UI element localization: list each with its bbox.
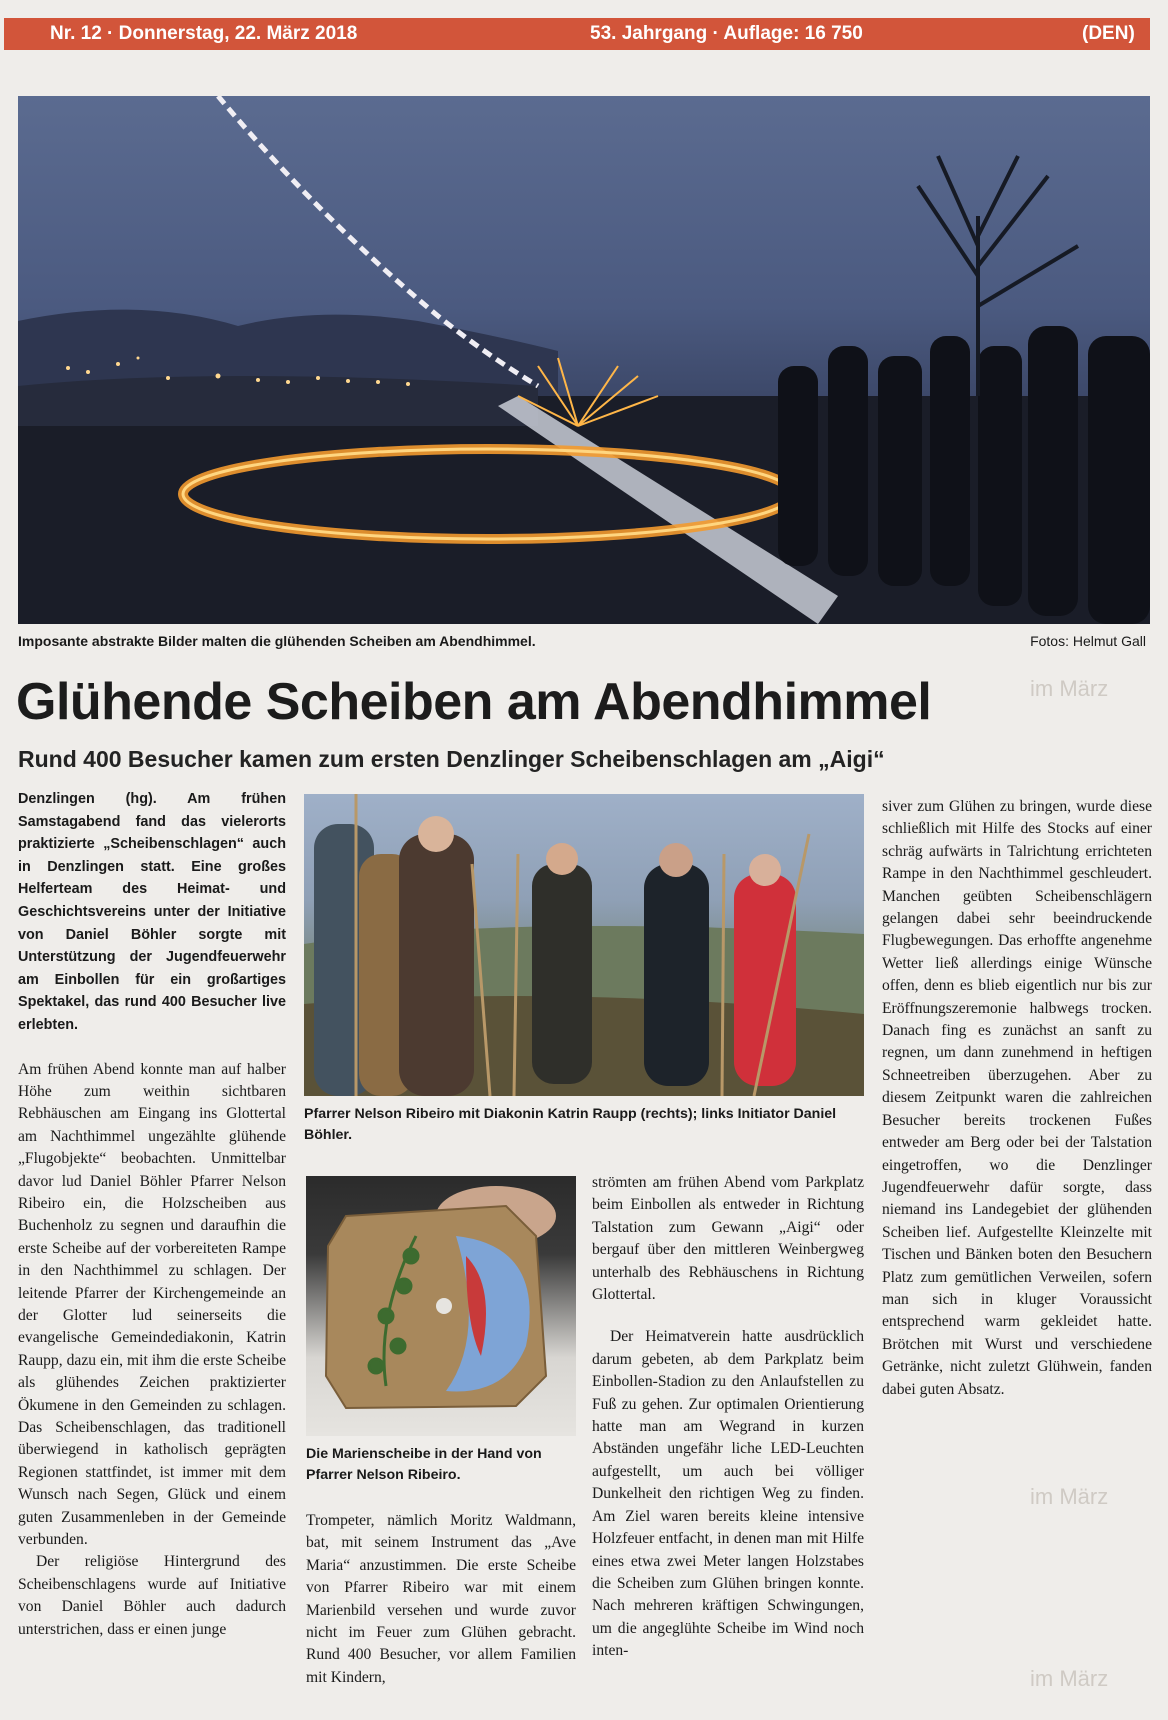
lead-paragraph: Denzlingen (hg). Am frühen Samstagabend fand das vielerorts praktizierte „Scheibenschlagen“ auch in Denzlingen statt. Eine großes Helferteam des Heimat- und Geschichtsvereins unter der Initiative von Daniel Böhler sorgte mit Unterstützung der Jugendfeuerwehr am Einbollen für ein großartiges Spektakel, das rund 400 Besucher live erlebten. xyxy=(18,791,286,1033)
main-photo xyxy=(18,96,1150,624)
bleed-through-text: im März xyxy=(1030,1666,1109,1691)
subheadline: Rund 400 Besucher kamen zum ersten Denzlinger Scheibenschlagen am „Aigi“ xyxy=(18,746,885,772)
body-paragraph: strömten am frühen Abend vom Parkplatz beim Einbollen als entweder in Richtung Talstation zum Gewann „Aigi“ oder bergauf über den mittleren Weinbergweg unterhalb des Rebhäuschens in Richtung Glottertal. xyxy=(592,1174,864,1304)
article-column-4 xyxy=(882,796,1152,1401)
article-column-3 xyxy=(592,1172,864,1663)
headline: Glühende Scheiben am Abendhimmel xyxy=(16,673,932,731)
photo-credit: Fotos: Helmut Gall xyxy=(1030,633,1146,649)
body-paragraph: Der Heimatverein hatte ausdrücklich darum gebeten, ab dem Parkplatz beim Einbollen-Stadion zu den Anlaufstellen zu Fuß zu gehen. Zur optimalen Orientierung hatte man am Wegrand in kurzen Abständen ungefähr liche LED-Leuchten aufgestellt, um auch bei völliger Dunkelheit den richtigen Weg zu finden. Am Ziel waren bereits kleine intensive Holzfeuer entfacht, in denen man mit Hilfe eines etwa zwei Meter langen Holzstabes die Scheiben zum Glühen bringen konnte. Nach mehreren kräftigen Schwingungen, um die angeglühte Scheibe im Wind noch inten- xyxy=(592,1328,864,1660)
bleed-through-text: im März xyxy=(1030,1484,1109,1509)
article-column-1 xyxy=(18,788,286,1641)
disc-photo xyxy=(306,1176,576,1436)
main-photo-caption: Imposante abstrakte Bilder malten die glühenden Scheiben am Abendhimmel. xyxy=(18,633,536,649)
body-paragraph: Am frühen Abend konnte man auf halber Höhe zum weithin sichtbaren Rebhäuschen am Eingang ins Glottertal am Nachthimmel ungezählte glühende „Flugobjekte“ beobachten. Unmittelbar davor lud Daniel Böhler Pfarrer Nelson Ribeiro ein, die Holzscheiben aus Buchenholz zu segnen und daraufhin die erste Scheibe auf der vorbereiteten Rampe in den Nachthimmel zu schlagen. Der leitende Pfarrer der Kirchengemeinde an der Glotter lud seinerseits die evangelische Gemeindediakonin, Katrin Raupp, dazu ein, mit ihm die erste Scheibe als glühendes Zeichen praktizierter Ökumene in den Gemeinden zu schlagen. Das Scheibenschlagen, das traditionell überwiegend in katholisch geprägten Regionen stattfindet, ist immer mit dem Wunsch nach Segen, Glück und einem guten Zusammenleben in der Gemeinde verbunden. xyxy=(18,1060,286,1549)
disc-photo-caption: Die Marienscheibe in der Hand von Pfarrer Nelson Ribeiro. xyxy=(306,1446,542,1483)
volume-info: 53. Jahrgang · Auflage: 16 750 xyxy=(590,23,863,44)
body-paragraph: Trompeter, nämlich Moritz Waldmann, bat, mit seinem Instrument das „Ave Maria“ anzustimmen. Die erste Scheibe von Pfarrer Ribeiro war mit einem Marienbild versehen und wurde zuvor nicht im Feuer zum Glühen gebracht. Rund 400 Besucher, vor allem Familien mit Kindern, xyxy=(306,1512,576,1686)
masthead-bar xyxy=(4,18,1150,50)
bleed-through-text: im März xyxy=(1030,676,1109,701)
people-photo xyxy=(304,794,864,1096)
issue-date: Nr. 12 · Donnerstag, 22. März 2018 xyxy=(50,23,358,44)
people-photo-caption: Pfarrer Nelson Ribeiro mit Diakonin Katrin Raupp (rechts); links Initiator Daniel Böhler. xyxy=(304,1106,837,1143)
article-column-2 xyxy=(306,1510,576,1689)
region-tag: (DEN) xyxy=(1082,23,1135,44)
body-paragraph: Der religiöse Hintergrund des Scheibenschlagens wurde auf Initiative von Daniel Böhler auch dadurch unterstrichen, dass er einen junge xyxy=(18,1553,286,1638)
group-portrait xyxy=(304,794,864,1096)
marian-disc-image xyxy=(306,1176,576,1436)
fire-disc-night-scene xyxy=(18,96,1150,624)
body-paragraph: siver zum Glühen zu bringen, wurde diese schließlich mit Hilfe des Stocks auf einer schräg aufwärts in Talrichtung errichteten Rampe in den Nachthimmel geschleudert. Manchen geübten Scheibenschlägern gelangen dabei sehr beeindruckende Flugbewegungen. Das erhoffte angenehme Wetter ließ allerdings einige Wünsche offen, denn es blieb eigentlich nur bis zur Eröffnungszeremonie halbwegs trocken. Danach fing es zunächst an sanft zu regnen, um dann zunehmend in heftigen Schneetreiben überzugehen. Aber zu diesem Zeitpunkt waren die zahlreichen Besucher bereits trockenen Fußes entweder am Berg oder bei der Talstation eingetroffen, wo die Denzlinger Jugendfeuerwehr dafür sorgte, dass niemand ins Landegebiet der glühenden Scheiben lief. Aufgestellte Kleinzelte mit Tischen und Bänken boten den Besuchern Platz zum gemütlichen Verweilen, sofern man sich in kluger Voraussicht entsprechend warm gekleidet hatte. Brötchen mit Wurst und verschiedene Getränke, nicht zuletzt Glühwein, fanden dabei guten Absatz. xyxy=(882,798,1152,1398)
